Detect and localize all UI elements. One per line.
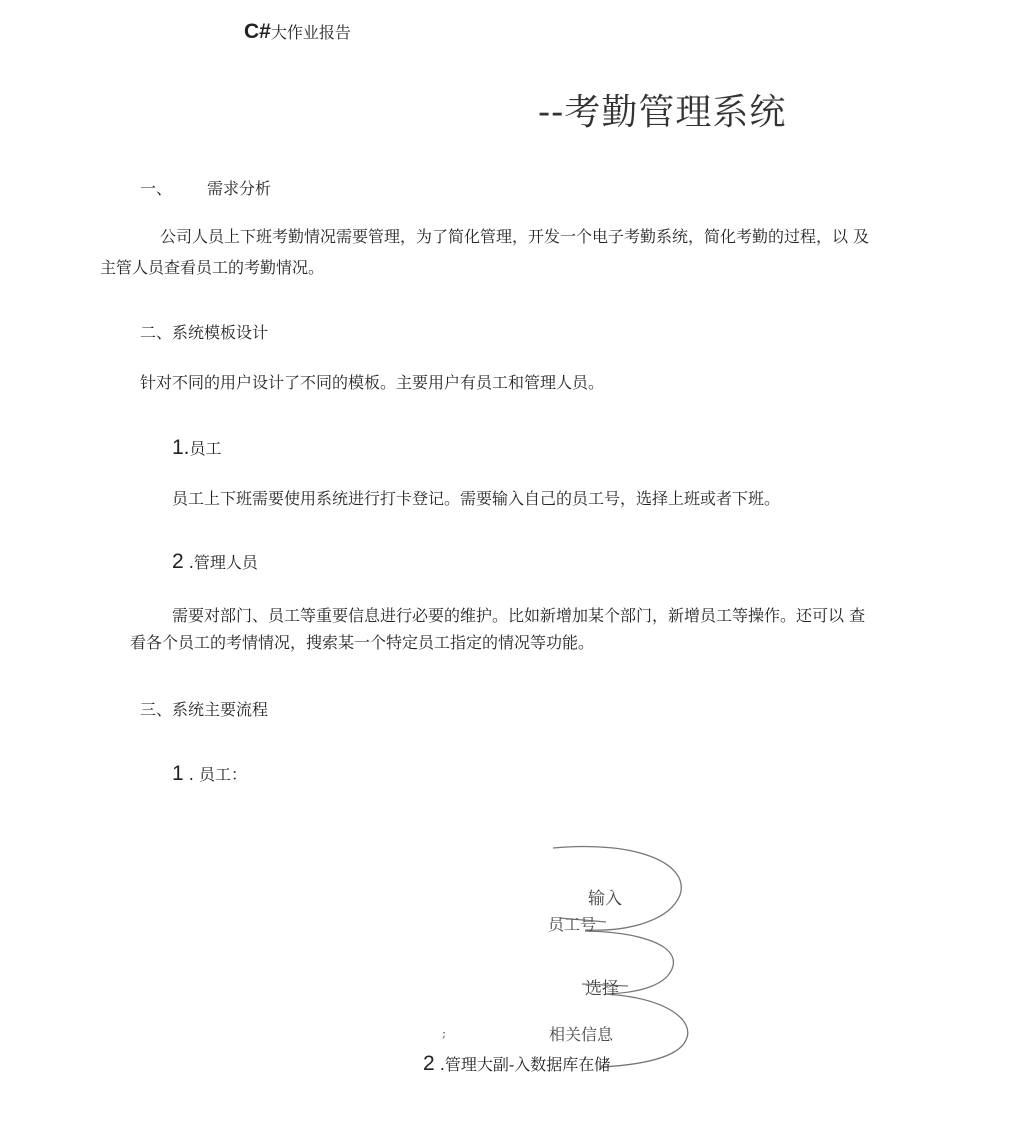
- section-2-1-body: 员工上下班需要使用系统进行打卡登记。需要输入自己的员工号，选择上班或者下班。: [172, 489, 781, 508]
- header-prefix: C#: [244, 20, 271, 43]
- section-3-1-title: . 员工：: [183, 765, 247, 784]
- section-2-1-number: 1.: [172, 436, 190, 459]
- flow-curve-3: [600, 994, 688, 1067]
- diagram-label-related-info: 相关信息: [549, 1025, 614, 1044]
- section-3-heading: 三、系统主要流程: [140, 700, 269, 719]
- section-2-body: 针对不同的用户设计了不同的模板。主要用户有员工和管理人员。: [140, 373, 605, 392]
- section-2-2-number: 2: [172, 550, 184, 573]
- diagram-bottom-text: .管理大副-入数据库在储: [434, 1055, 611, 1074]
- section-2-1-title: 员工: [189, 439, 222, 458]
- section-2-2-body-line-2: 看各个员工的考情情况，搜索某一个特定员工指定的情况等功能。: [130, 633, 595, 652]
- section-2-2-body-line-1: 需要对部门、员工等重要信息进行必要的维护。比如新增加某个部门，新增员工等操作。还可以 查: [172, 606, 866, 625]
- diagram-label-select: 选择: [585, 979, 619, 999]
- section-3-1-number: 1: [172, 762, 184, 785]
- page-title: --考勤管理系统: [538, 92, 787, 133]
- section-2-heading: 二、系统模板设计: [140, 323, 269, 342]
- section-2-2-title: .管理人员: [183, 553, 258, 572]
- diagram-bottom-label: [423, 1052, 610, 1076]
- diagram-label-emp-no: 员工号: [548, 915, 597, 934]
- diagram-label-input: 输入: [588, 889, 622, 909]
- header-text: 大作业报告: [270, 23, 351, 42]
- diagram-semicolon: ;: [442, 1026, 447, 1040]
- section-1-number: 一、: [140, 179, 173, 198]
- diagram-bottom-number: 2: [423, 1052, 435, 1075]
- section-1-body-line-2: 主管人员查看员工的考勤情况。: [100, 258, 325, 277]
- section-1-title: 需求分析: [207, 179, 272, 198]
- section-1-body-line-1: 公司人员上下班考勤情况需要管理，为了简化管理，开发一个电子考勤系统，简化考勤的过程，以 及: [160, 227, 870, 246]
